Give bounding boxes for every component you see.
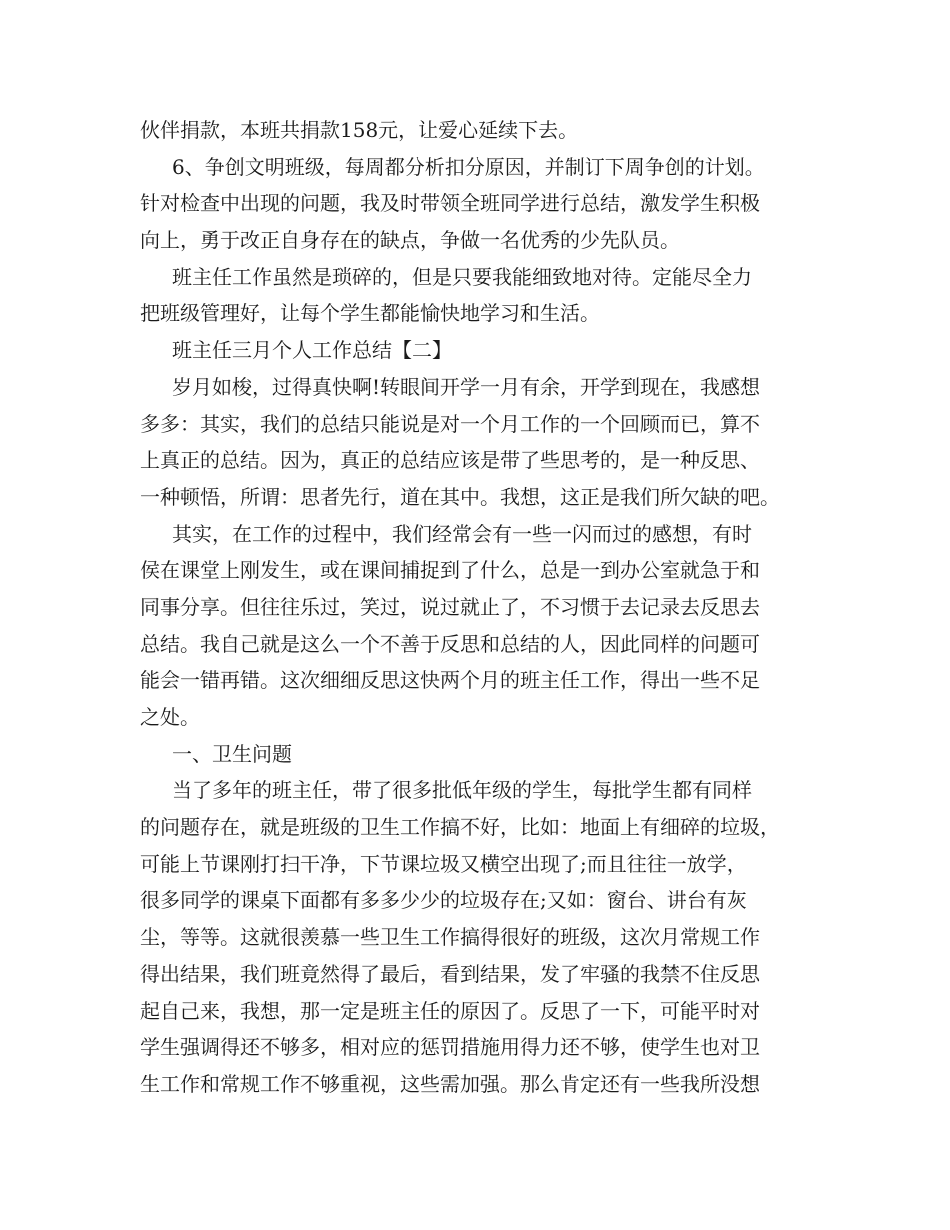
document-body: [140, 112, 830, 1103]
text-line: 学生强调得还不够多，相对应的惩罚措施用得力还不够，使学生也对卫: [140, 1035, 760, 1060]
paragraph-start: 当了多年的班主任，带了很多批低年级的学生，每批学生都有同样: [172, 778, 752, 803]
paragraph-start: 其实，在工作的过程中，我们经常会有一些一闪而过的感想，有时: [172, 521, 752, 546]
text-line: 上真正的总结。因为，真正的总结应该是带了些思考的，是一种反思、: [140, 448, 760, 473]
text-line: 尘，等等。这就很羡慕一些卫生工作搞得很好的班级，这次月常规工作: [140, 925, 760, 950]
text-line: 的问题存在，就是班级的卫生工作搞不好，比如：地面上有细碎的垃圾，: [140, 815, 780, 840]
text-line: 可能上节课刚打扫干净，下节课垃圾又横空出现了;而且往往一放学，: [140, 851, 747, 876]
section-title: 班主任三月个人工作总结【二】: [172, 338, 452, 363]
text-line: 同事分享。但往往乐过，笑过，说过就止了，不习惯于去记录去反思去: [140, 594, 760, 619]
text-line: 伙伴捐款，本班共捐款158元，让爱心延续下去。: [140, 118, 579, 142]
text-line: 针对检查中出现的问题，我及时带领全班同学进行总结，激发学生积极: [140, 191, 760, 216]
text-line: 总结。我自己就是这么一个不善于反思和总结的人，因此同样的问题可: [140, 631, 760, 656]
paragraph-start: 班主任工作虽然是琐碎的，但是只要我能细致地对待。定能尽全力: [172, 264, 752, 289]
text-line: 多多：其实，我们的总结只能说是对一个月工作的一个回顾而已，算不: [140, 411, 760, 436]
text-line: 起自己来，我想，那一定是班主任的原因了。反思了一下，可能平时对: [140, 998, 760, 1023]
text-line: 生工作和常规工作不够重视，这些需加强。那么肯定还有一些我所没想: [140, 1071, 760, 1096]
text-line: 一种顿悟，所谓：思者先行，道在其中。我想，这正是我们所欠缺的吧。: [140, 484, 780, 509]
list-item-6: 6、争创文明班级，每周都分析扣分原因，并制订下周争创的计划。: [172, 154, 765, 179]
text-line: 侯在课堂上刚发生，或在课间捕捉到了什么，总是一到办公室就急于和: [140, 558, 760, 583]
paragraph-start: 岁月如梭，过得真快啊!转眼间开学一月有余，开学到现在，我感想: [172, 374, 761, 399]
text-line: 能会一错再错。这次细细反思这快两个月的班主任工作，得出一些不足: [140, 668, 760, 693]
subheading-hygiene: 一、卫生问题: [172, 741, 292, 766]
text-line: 得出结果，我们班竟然得了最后，看到结果，发了牢骚的我禁不住反思: [140, 961, 760, 986]
text-line: 向上，勇于改正自身存在的缺点，争做一名优秀的少先队员。: [140, 228, 680, 253]
text-line: 把班级管理好，让每个学生都能愉快地学习和生活。: [140, 301, 600, 326]
text-line: 很多同学的课桌下面都有多多少少的垃圾存在;又如：窗台、讲台有灰: [140, 888, 747, 913]
text-line: 之处。: [140, 705, 200, 729]
